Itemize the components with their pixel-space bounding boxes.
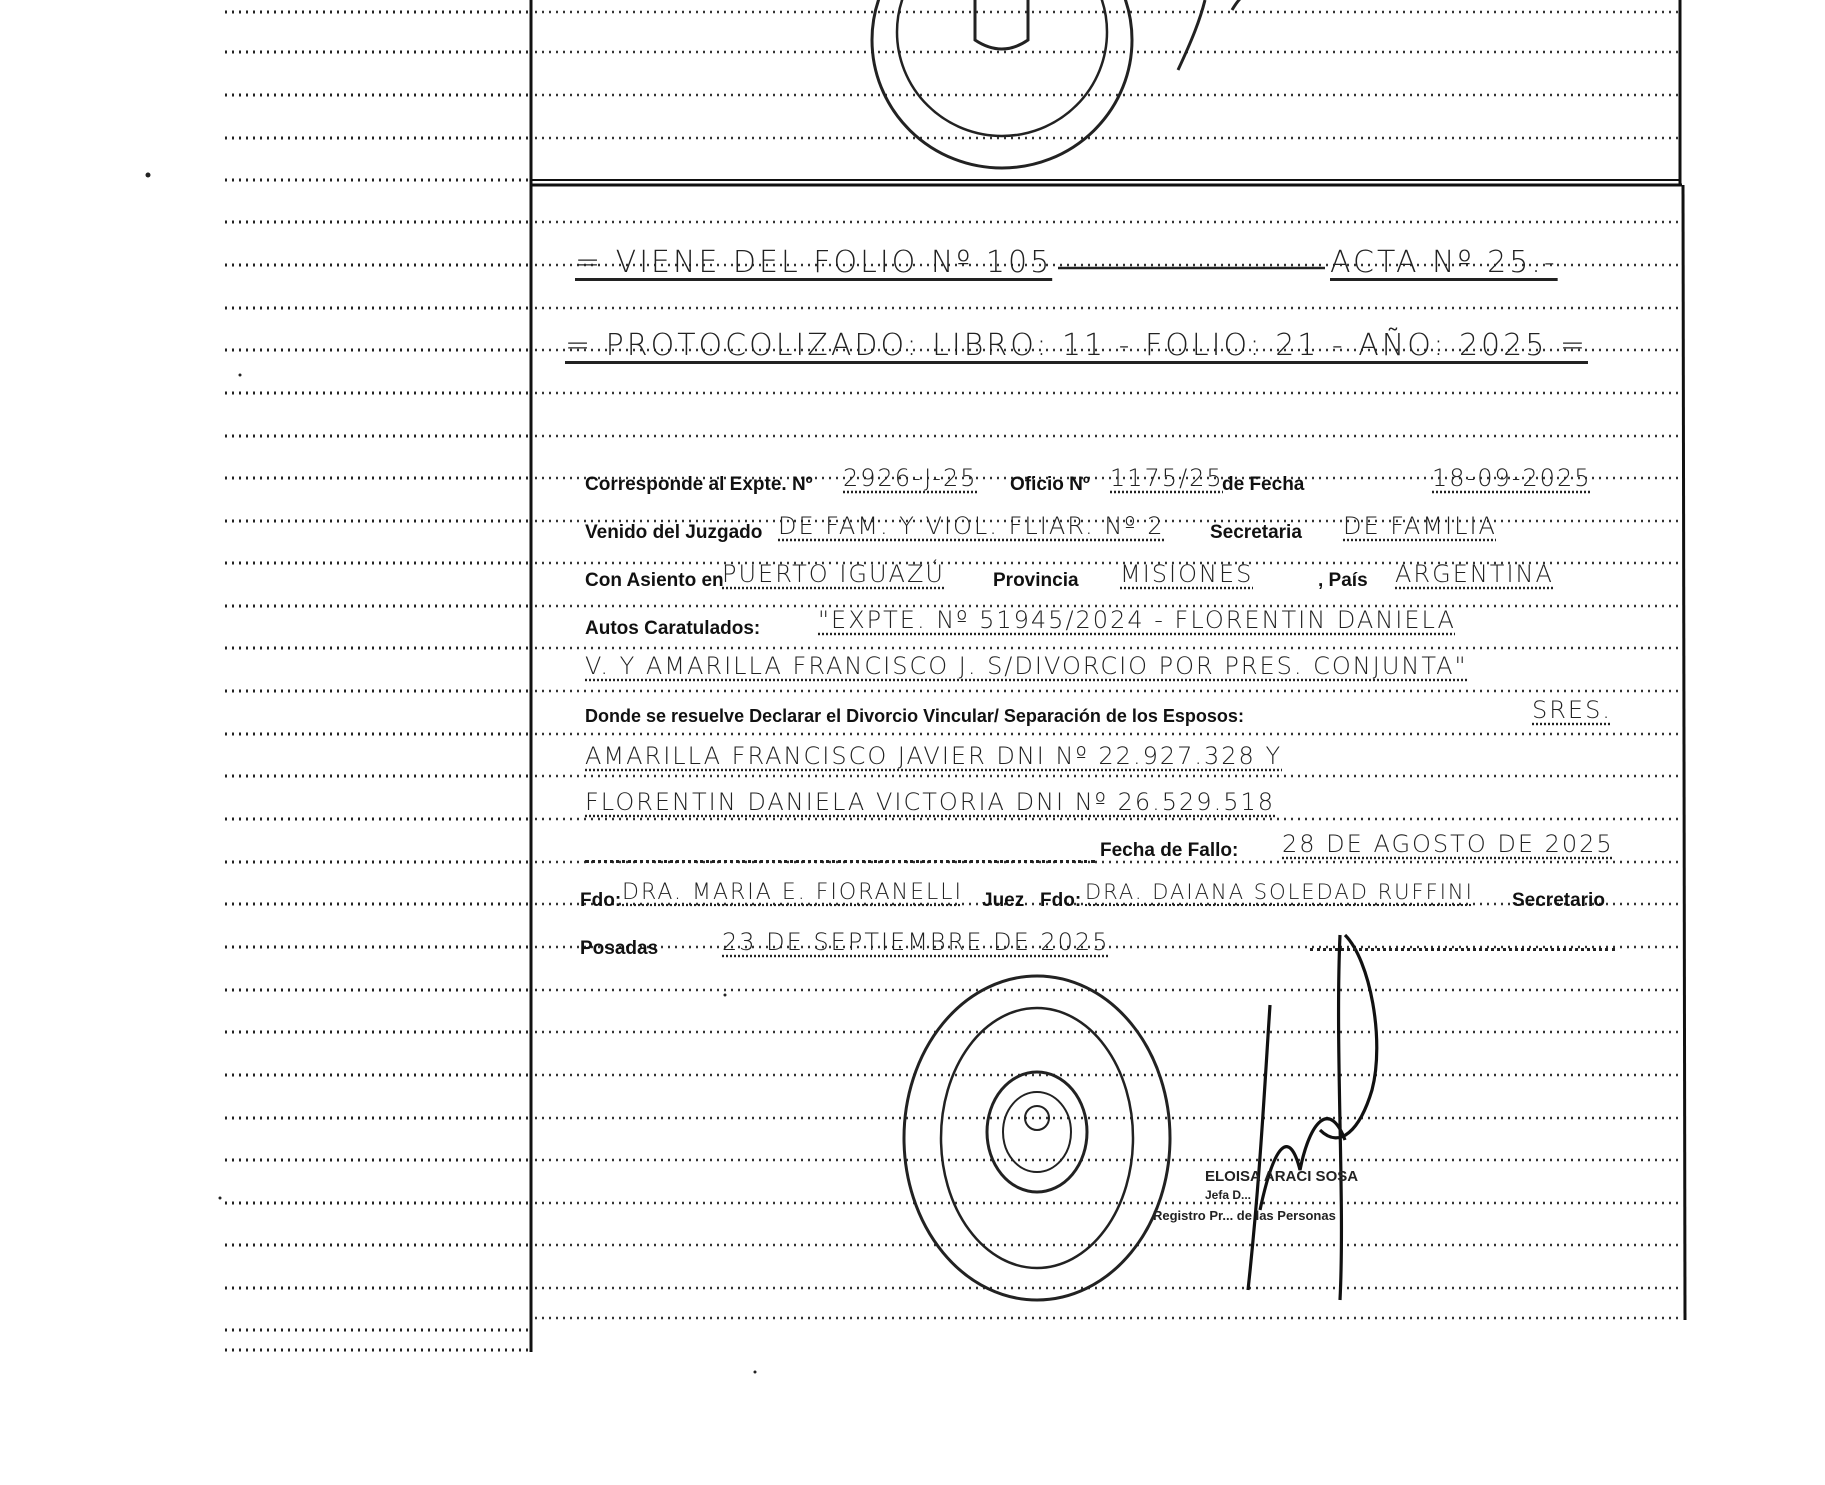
provincia-value: MISIONES [1120, 560, 1254, 588]
autos-value-line1: "EXPTE. Nº 51945/2024 - FLORENTIN DANIELA [818, 606, 1456, 634]
fdo-secretario-label: Fdo: [1040, 890, 1082, 911]
corresponde-label: Corresponde al Expte. Nº [585, 474, 813, 495]
left-margin-dotted-lines [225, 12, 528, 1350]
venido-label: Venido del Juzgado [585, 522, 763, 543]
asiento-value: PUERTO IGUAZÚ [722, 560, 945, 588]
secretario-value: DRA. DAIANA SOLEDAD RUFFINI [1085, 880, 1474, 904]
signatory-name: ELOISA ARACI SOSA [1205, 1168, 1359, 1185]
pais-value: ARGENTINA [1395, 560, 1554, 588]
juez-label: Juez [982, 890, 1025, 911]
fecha-fallo-dotted-lead [585, 860, 1095, 863]
fdo-juez-label: Fdo: [580, 890, 622, 911]
fecha-fallo-label: Fecha de Fallo: [1100, 840, 1239, 861]
esposos-value-line1: AMARILLA FRANCISCO JAVIER DNI Nº 22.927.328 Y [585, 742, 1283, 770]
signatory-title-line2: Registro Pr... de las Personas [1153, 1208, 1336, 1223]
fecha-label: de Fecha [1222, 474, 1305, 495]
oficio-value: 1175/25 [1110, 464, 1224, 492]
posadas-value: 23 DE SEPTIEMBRE DE 2025 [722, 928, 1110, 956]
top-partial-seal [872, 0, 1132, 168]
posadas-label: Posadas [580, 938, 659, 959]
asiento-label: Con Asiento en [585, 570, 724, 591]
autos-value-line2: V. Y AMARILLA FRANCISCO J. S/DIVORCIO POR PRES. CONJUNTA" [585, 652, 1468, 680]
secretaria-label: Secretaria [1210, 522, 1302, 543]
protocolizado-text: = PROTOCOLIZADO: LIBRO: 11 - FOLIO: 21 - AÑO: 2025 = [565, 328, 1588, 363]
secretario-label: Secretario [1512, 890, 1605, 911]
autos-label: Autos Caratulados: [585, 618, 761, 639]
top-signature-stroke [1178, 0, 1245, 70]
juzgado-value: DE FAM. Y VIOL. FLIAR. Nº 2 [778, 512, 1165, 540]
expte-value: 2926-J-25 [843, 464, 978, 492]
bottom-seal [904, 976, 1170, 1300]
pais-label: , País [1318, 570, 1368, 591]
oficio-label: Oficio Nº [1010, 474, 1090, 495]
fecha-value: 18-09-2025 [1432, 464, 1592, 492]
provincia-label: Provincia [993, 570, 1079, 591]
posadas-dotted-tail [1310, 948, 1615, 951]
acta-number-text: ACTA Nº 25.- [1330, 245, 1558, 280]
signatory-title-line1: Jefa D... [1205, 1188, 1252, 1202]
donde-label: Donde se resuelve Declarar el Divorcio Vincular/ Separación de los Esposos: [585, 706, 1244, 726]
juez-value: DRA. MARIA E. FIORANELLI [622, 880, 963, 905]
secretaria-value: DE FAMILIA [1343, 512, 1497, 540]
esposos-value-0: SRES. [1532, 696, 1612, 724]
esposos-value-line2: FLORENTIN DANIELA VICTORIA DNI Nº 26.529.518 [585, 788, 1276, 816]
viene-del-folio-text: = VIENE DEL FOLIO Nº 105 [575, 245, 1053, 280]
fecha-fallo-value: 28 DE AGOSTO DE 2025 [1282, 830, 1614, 858]
